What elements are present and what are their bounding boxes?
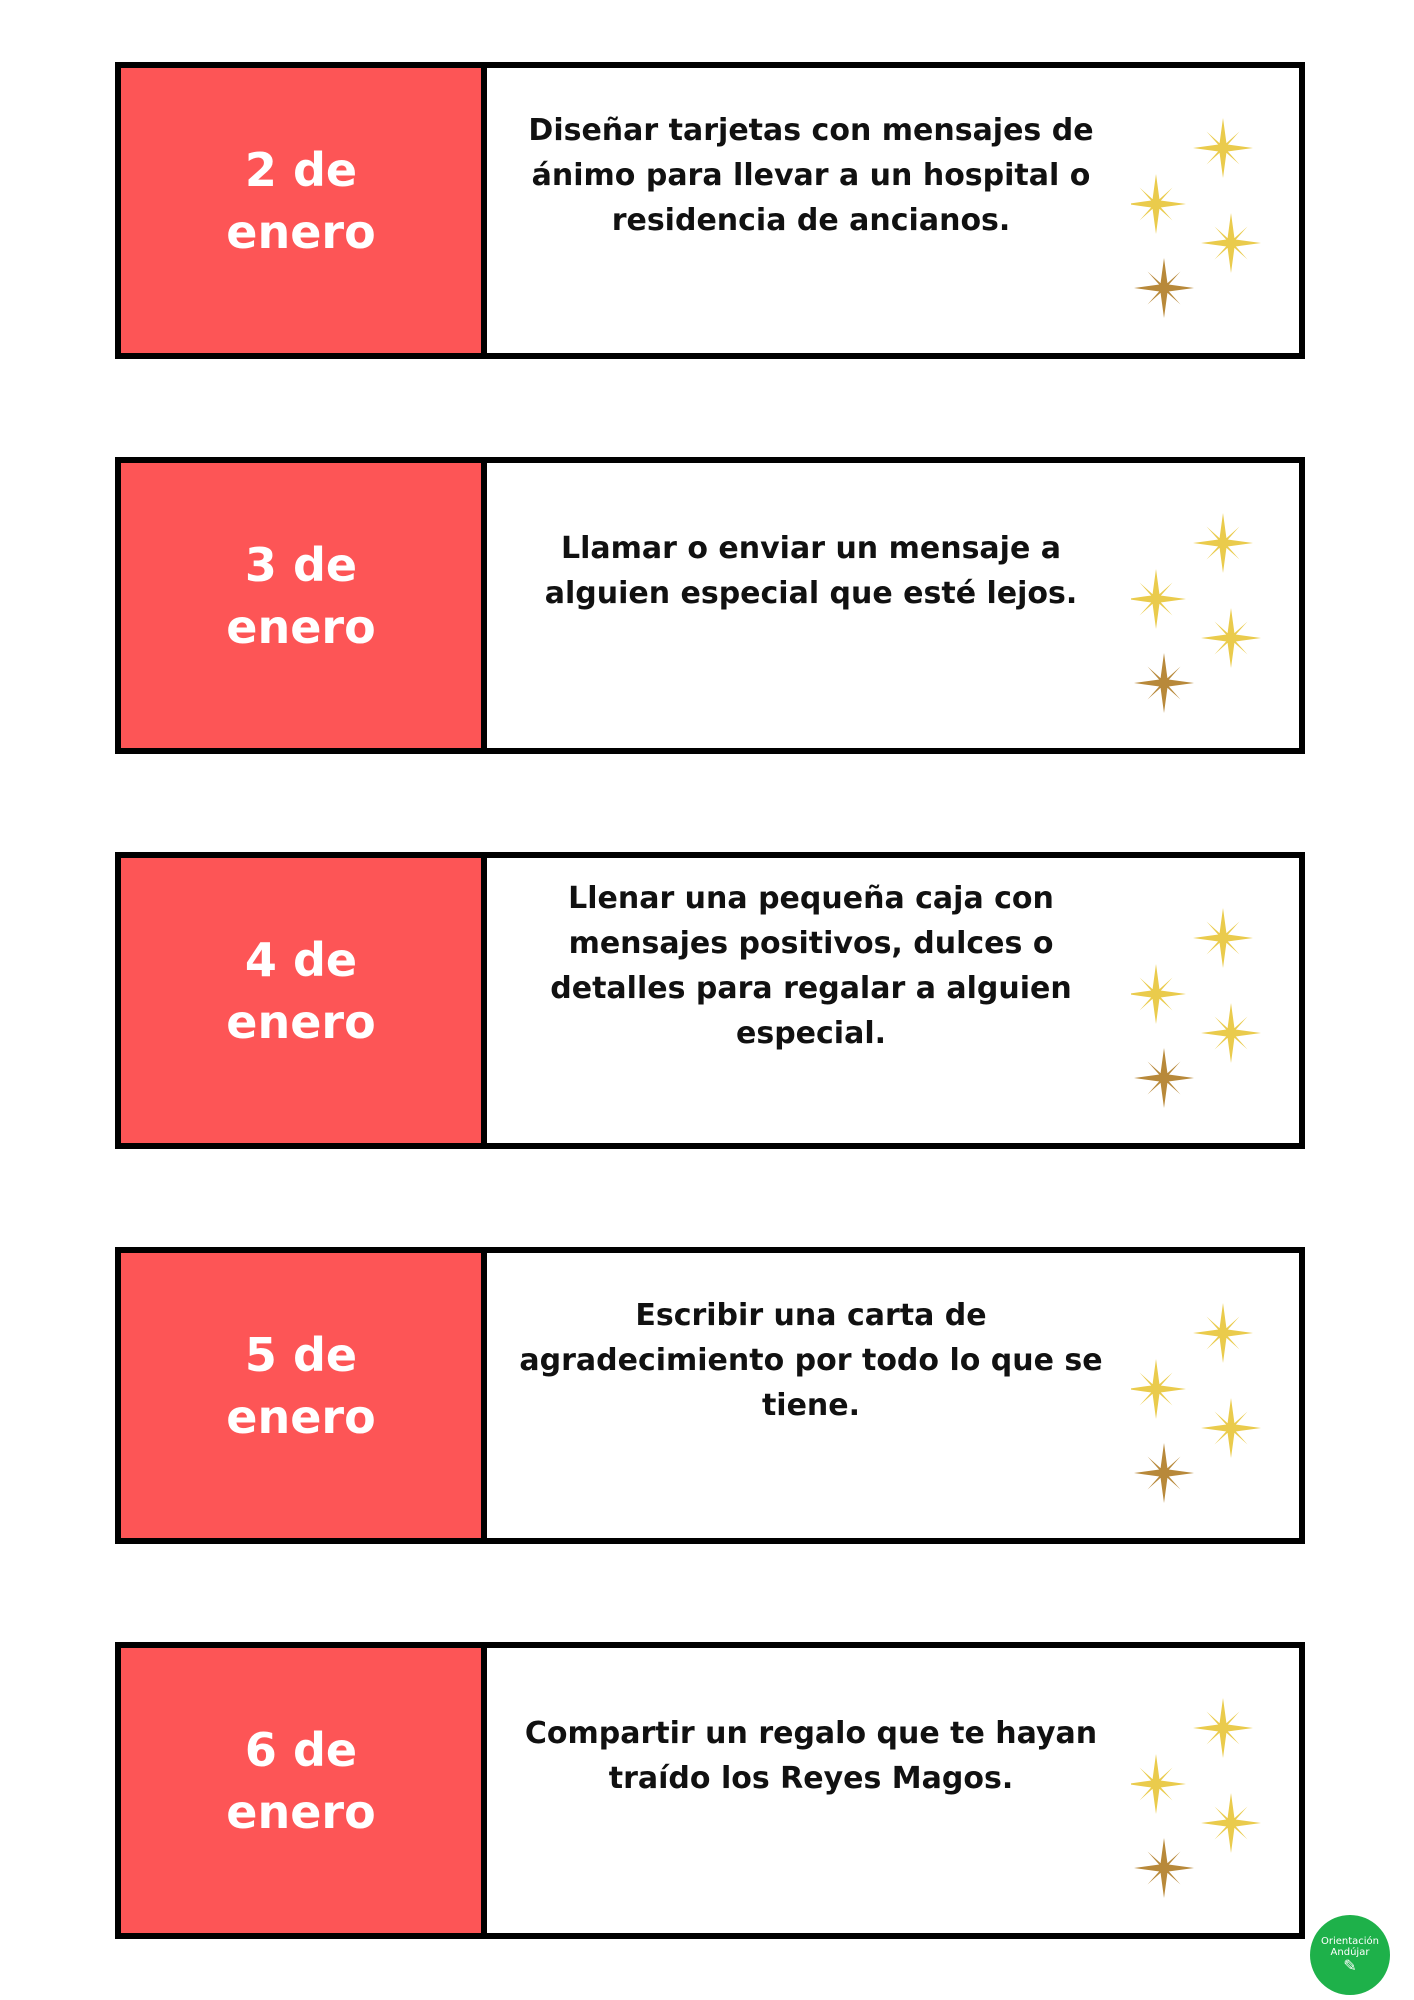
sparkle-star-icon	[1134, 1443, 1194, 1503]
sparkle-star-icon	[1134, 258, 1194, 318]
badge-line1: Orientación	[1320, 1936, 1380, 1947]
sparkle-star-icon	[1131, 1359, 1186, 1419]
sparkle-star-icon	[1193, 1303, 1253, 1363]
sparkle-star-icon	[1193, 908, 1253, 968]
sparkle-star-icon	[1131, 1754, 1186, 1814]
activity-text: Diseñar tarjetas con mensajes de ánimo para llevar a un hospital o residencia de ancianos.	[528, 113, 1094, 238]
card-3-enero	[115, 457, 1305, 754]
sparkle-star-icon	[1131, 1688, 1271, 1898]
sparkle-star-icon	[1193, 1698, 1253, 1758]
date-day: 2 de	[244, 142, 358, 197]
date-day: 4 de	[244, 932, 358, 987]
sparkle-star-icon	[1134, 653, 1194, 713]
sparkle-star-icon	[1134, 1048, 1194, 1108]
sparkle-star-icon	[1201, 608, 1261, 668]
card-6-enero	[115, 1642, 1305, 1939]
sparkle-star-icon	[1131, 503, 1271, 713]
sparkle-star-icon	[1201, 213, 1261, 273]
sparkle-star-icon	[1131, 898, 1271, 1108]
sparkle-star-icon	[1131, 1293, 1271, 1503]
activity-text: Llamar o enviar un mensaje a alguien especial que esté lejos.	[544, 530, 1078, 611]
sparkle-star-icon	[1201, 1793, 1261, 1853]
date-month: enero	[226, 204, 376, 259]
activity-text: Llenar una pequeña caja con mensajes positivos, dulces o detalles para regalar a alguien especial.	[550, 880, 1072, 1051]
pencil-icon: ✎	[1343, 1956, 1357, 1975]
sparkle-star-icon	[1131, 964, 1186, 1024]
date-panel	[121, 858, 487, 1143]
date-day: 3 de	[244, 537, 358, 592]
date-month: enero	[226, 599, 376, 654]
date-day: 5 de	[244, 1327, 358, 1382]
sparkle-star-icon	[1193, 513, 1253, 573]
date-panel	[121, 1648, 487, 1933]
sparkle-star-icon	[1131, 174, 1186, 234]
card-4-enero	[115, 852, 1305, 1149]
card-5-enero	[115, 1247, 1305, 1544]
activity-text: Escribir una carta de agradecimiento por todo lo que se tiene.	[519, 1298, 1103, 1423]
date-month: enero	[226, 1389, 376, 1444]
badge-line2: Andújar	[1330, 1947, 1370, 1958]
sparkle-star-icon	[1201, 1003, 1261, 1063]
sparkle-star-icon	[1134, 1838, 1194, 1898]
date-month: enero	[226, 1784, 376, 1839]
card-2-enero	[115, 62, 1305, 359]
sparkle-star-icon	[1131, 569, 1186, 629]
date-panel	[121, 463, 487, 748]
date-month: enero	[226, 994, 376, 1049]
date-panel	[121, 68, 487, 353]
sparkle-star-icon	[1193, 118, 1253, 178]
sparkle-star-icon	[1201, 1398, 1261, 1458]
date-panel	[121, 1253, 487, 1538]
sparkle-star-icon	[1131, 108, 1271, 318]
activity-text: Compartir un regalo que te hayan traído los Reyes Magos.	[524, 1715, 1098, 1796]
logo-badge	[1310, 1915, 1390, 1995]
date-day: 6 de	[244, 1722, 358, 1777]
